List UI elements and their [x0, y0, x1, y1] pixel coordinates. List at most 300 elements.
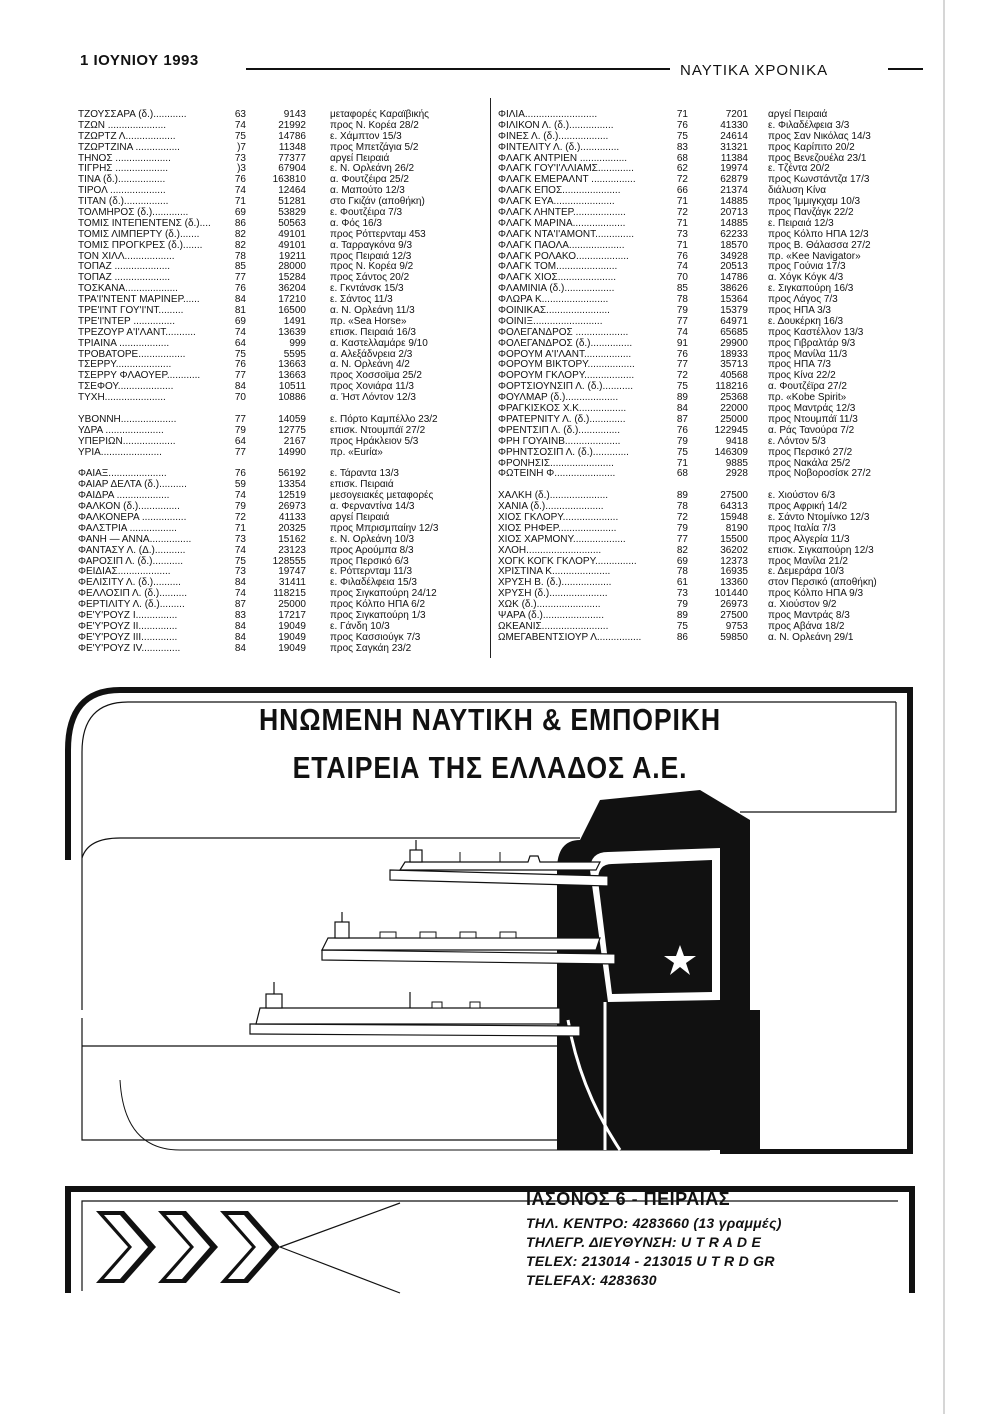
build-year: 71: [676, 239, 688, 251]
ship-name: ΤΡΑ'Ι'ΝΤΕΝΤ ΜΑΡΙΝΕΡ......: [78, 294, 200, 306]
header-rule: [246, 68, 670, 70]
ship-name: ΦΛΑΓΚ ΕΠΟΣ.....................: [498, 185, 621, 197]
ship-name: ΦΕΛΛΟΣΙΠ Λ. (δ.)..........: [78, 588, 188, 600]
ship-status: α. Ν. Ορλεάνη 11/3: [330, 305, 415, 317]
tonnage: 19974: [720, 163, 748, 175]
ship-status: πρ. «Sea Horse»: [330, 315, 407, 327]
build-year: 76: [234, 174, 246, 186]
ship-status: προς Σιγκαπούρη 1/3: [330, 609, 426, 621]
tonnage: 20513: [720, 261, 748, 273]
ship-name: ΧΛΟΗ...........................: [498, 544, 602, 556]
ship-status: προς Γιβραλτάρ 9/3: [768, 337, 856, 349]
tonnage: 20713: [720, 207, 748, 219]
tonnage: 146309: [714, 446, 748, 458]
tonnage: 14786: [278, 130, 306, 142]
ship-name: ΤΡΙΑΙΝΑ ..................: [78, 337, 170, 349]
ship-status: προς Ν. Κορέα 28/2: [330, 119, 419, 131]
ship-status: ε. Πόρτο Καμπέλλο 23/2: [330, 413, 438, 425]
build-year: 75: [234, 130, 246, 142]
ship-status: προς Περσικό 6/3: [330, 555, 409, 567]
tonnage: 53829: [278, 207, 306, 219]
tonnage: 35713: [720, 359, 748, 371]
build-year: 71: [676, 217, 688, 229]
ship-name: ΥΒΟΝΝΗ....................: [78, 413, 177, 425]
ship-name: ΦΑΛΚΟΝΕΡΑ ................: [78, 511, 187, 523]
ship-name: ΥΡΙΑ......................: [78, 446, 162, 458]
tonnage: 8190: [725, 522, 748, 534]
ship-row: [78, 546, 478, 557]
ship-status: προς Μανίλα 11/3: [768, 348, 848, 360]
build-year: 69: [234, 315, 246, 327]
ship-status: αργεί Πειραιά: [768, 109, 828, 120]
tonnage: 41330: [720, 119, 748, 131]
build-year: 84: [234, 620, 246, 632]
build-year: 72: [676, 174, 688, 186]
ship-status: α. Καστελλαμάρε 9/10: [330, 337, 428, 349]
tonnage: 64313: [720, 501, 748, 513]
ship-name: ΦΡΗΝΤΣΟΣΙΠ Λ. (δ.).............: [498, 446, 629, 458]
build-year: 79: [234, 424, 246, 436]
tonnage: 50563: [278, 217, 306, 229]
build-year: 85: [234, 261, 246, 273]
tonnage: 25368: [720, 392, 748, 404]
ship-status: προς Αβάνα 18/2: [768, 620, 845, 632]
build-year: 77: [676, 533, 688, 545]
tonnage: 13663: [278, 359, 306, 371]
tonnage: 65685: [720, 326, 748, 338]
ship-name: ΦΑΙΔΡΑ ...................: [78, 490, 170, 502]
ship-status: προς Σαν Νικόλας 14/3: [768, 130, 871, 142]
ship-status: διάλυση Κίνα: [768, 185, 826, 197]
ship-row: [498, 339, 918, 350]
build-year: 77: [676, 359, 688, 371]
ship-name: ΦΑΝΤΑΣΥ Λ. (Δ.)...........: [78, 544, 186, 556]
ship-status: προς ΗΠΑ 7/3: [768, 359, 831, 371]
ship-status: στο Γκιζάν (αποθήκη): [330, 196, 425, 208]
tonnage: 17217: [278, 609, 306, 621]
build-year: 89: [676, 392, 688, 404]
tonnage: 49101: [278, 228, 306, 240]
tonnage: 62233: [720, 228, 748, 240]
ship-status: α. Χόγκ Κόγκ 4/3: [768, 272, 844, 284]
tonnage: 21374: [720, 185, 748, 197]
ship-name: ΦΛΑΓΚ ΕΜΕΡΑΛΝΤ ................: [498, 174, 636, 186]
ship-status: προς ΗΠΑ 3/3: [768, 305, 831, 317]
build-year: 84: [234, 381, 246, 393]
ship-status: ε. Χιούστον 6/3: [768, 490, 836, 502]
build-year: 76: [234, 283, 246, 295]
build-year: 84: [234, 631, 246, 643]
tonnage: 26973: [278, 501, 306, 513]
build-year: 69: [234, 207, 246, 219]
ship-name: ΦΛΑΓΚ ΤΟΜ......................: [498, 261, 618, 273]
ship-row: [498, 633, 918, 644]
ship-status: προς Β. Θάλασσα 27/2: [768, 239, 871, 251]
tonnage: 19049: [278, 631, 306, 643]
build-year: 69: [676, 555, 688, 567]
ship-status: α. Φουτζέϊρα 27/2: [768, 381, 847, 393]
tonnage: 9885: [725, 457, 748, 469]
ship-status: προς Κασσιούγκ 7/3: [330, 631, 421, 643]
build-year: 72: [676, 511, 688, 523]
build-year: 91: [676, 337, 688, 349]
issue-date: 1 ΙΟΥΝΙΟΥ 1993: [80, 52, 199, 69]
build-year: 87: [234, 599, 246, 611]
build-year: 73: [676, 228, 688, 240]
ship-status: προς Νακάλα 25/2: [768, 457, 851, 469]
column-divider: [490, 98, 491, 658]
ship-name: ΦΛΑΓΚ ΝΤΑ'Ι'ΑΜΟΝΤ..............: [498, 228, 635, 240]
build-year: 70: [676, 272, 688, 284]
ship-status: προς Καρίπιτο 20/2: [768, 141, 855, 153]
ship-name: ΦΡΑΤΕΡΝΙΤΥ Λ. (δ.).............: [498, 413, 626, 425]
ship-status: α. Φουτζέιρα 25/2: [330, 174, 409, 186]
ship-status: προς Πανζάγκ 22/2: [768, 207, 854, 219]
phone-line: ΤΗΛ. ΚΕΝΤΡΟ: 4283660 (13 γραμμές): [526, 1215, 782, 1231]
ship-status: επισκ. Πειραιά: [330, 479, 394, 491]
build-year: 83: [676, 141, 688, 153]
ship-name: ΦΛΑΓΚ ΕΥΑ......................: [498, 196, 615, 208]
ship-name: ΦΟΙΝΙΚΑΣ.......................: [498, 305, 610, 317]
ship-status: προς Μανίλα 21/2: [768, 555, 848, 567]
ship-name: ΩΚΕΑΝΙΣ........................: [498, 620, 609, 632]
ship-status: α. Ταρραγκόνα 9/3: [330, 239, 413, 251]
ship-list-right: [498, 110, 918, 644]
build-year: 74: [234, 185, 246, 197]
tonnage: 16500: [278, 305, 306, 317]
ship-name: ΧΡΥΣΗ Β. (δ.)..................: [498, 577, 612, 589]
ship-name: ΦΑΙΑΡ ΔΕΛΤΑ (δ.)..........: [78, 479, 187, 491]
tonnage: 13360: [720, 577, 748, 589]
ship-status: προς Κόλπο ΗΠΑ 6/2: [330, 599, 426, 611]
build-year: 82: [234, 228, 246, 240]
ship-name: ΦΙΛΙΑ..........................: [498, 109, 598, 120]
tonnage: 27500: [720, 609, 748, 621]
build-year: 73: [234, 152, 246, 164]
ship-status: πρ. «Eurία»: [330, 446, 383, 458]
tonnage: 12519: [278, 490, 306, 502]
tonnage: 9418: [725, 435, 748, 447]
build-year: 74: [234, 588, 246, 600]
ship-name: ΤΗΝΟΣ ....................: [78, 152, 171, 164]
ship-status: προς Ιταλία 7/3: [768, 522, 836, 534]
tonnage: 101440: [714, 588, 748, 600]
build-year: )3: [237, 163, 246, 175]
build-year: 84: [234, 642, 246, 654]
build-year: 77: [234, 370, 246, 382]
build-year: 74: [234, 119, 246, 131]
ship-name: ΤΖΟΥΣΣΑΡΑ (δ.)............: [78, 109, 187, 120]
ship-status: α. Αλεξάδνρεια 2/3: [330, 348, 413, 360]
ship-status: προς Ν. Κορέα 9/2: [330, 261, 414, 273]
ship-status: προς Μαντράς 12/3: [768, 403, 856, 415]
ship-name: ΤΙΡΟΛ ....................: [78, 185, 166, 197]
ship-name: ΤΡΕΖΟΥΡ Α'Ι'ΛΑΝΤ...........: [78, 326, 196, 338]
build-year: 73: [234, 533, 246, 545]
build-year: 75: [234, 348, 246, 360]
build-year: 71: [676, 457, 688, 469]
ship-name: ΦΛΑΓΚ ΓΟΥ'Ι'ΛΛΙΑΜΣ.............: [498, 163, 634, 175]
ship-status: ε. Δουκέρκη 16/3: [768, 315, 844, 327]
tonnage: 12373: [720, 555, 748, 567]
ship-name: ΦΑΡΟΣΙΠ Λ. (δ.)...........: [78, 555, 184, 567]
telegraph-line: ΤΗΛΕΓΡ. ΔΙΕΥΘΥΝΣΗ: U T R A D E: [526, 1234, 762, 1250]
tonnage: 62879: [720, 174, 748, 186]
build-year: 78: [676, 501, 688, 513]
publication-title: ΝΑΥΤΙΚΑ ΧΡΟΝΙΚΑ: [680, 62, 829, 79]
ship-status: προς Ηράκλειον 5/3: [330, 435, 419, 447]
ship-name: ΦΙΝΕΣ Λ. (δ.)..................: [498, 130, 609, 142]
tonnage: 59850: [720, 631, 748, 643]
tonnage: 38626: [720, 283, 748, 295]
ship-status: προς Μπρισμπαίην 12/3: [330, 522, 439, 534]
build-year: 71: [234, 522, 246, 534]
tonnage: 64971: [720, 315, 748, 327]
ship-name: ΦΕ'Υ'ΡΟΥΖ ΙΙΙ.............: [78, 631, 178, 643]
ship-name: ΤΡΟΒΑΤΟΡΕ.................: [78, 348, 186, 360]
build-year: 77: [234, 413, 246, 425]
ship-name: ΤΟΝ ΧΙΛΛ..................: [78, 250, 175, 262]
tonnage: 40568: [720, 370, 748, 382]
tonnage: 77377: [278, 152, 306, 164]
ship-status: προς Σάντος 20/2: [330, 272, 410, 284]
build-year: 74: [676, 261, 688, 273]
tonnage: 15948: [720, 511, 748, 523]
ship-status: προς Ντουμπάϊ 11/3: [768, 413, 858, 425]
ship-status: ε. Φουτζέιρα 7/3: [330, 207, 403, 219]
company-name-line1: ΗΝΩΜΕΝΗ ΝΑΥΤΙΚΗ & ΕΜΠΟΡΙΚΗ: [259, 702, 721, 737]
build-year: 85: [676, 283, 688, 295]
contact-frame: [60, 1175, 920, 1305]
tonnage: 128555: [272, 555, 306, 567]
ship-name: ΤΖΩΝ .....................: [78, 119, 167, 131]
ship-name: ΤΙΝΑ (δ.).................: [78, 174, 166, 186]
company-name-line2: ΕΤΑΙΡΕΙΑ ΤΗΣ ΕΛΛΑΔΟΣ Α.Ε.: [292, 750, 688, 785]
build-year: 74: [234, 490, 246, 502]
build-year: 64: [234, 337, 246, 349]
tonnage: 9143: [283, 109, 306, 120]
ship-status: προς Χοσσοϊμα 25/2: [330, 370, 422, 382]
build-year: 83: [234, 609, 246, 621]
ship-status: ε. Ν. Ορλεάνη 10/3: [330, 533, 415, 545]
ship-name: ΧΑΝΙΑ (δ.).....................: [498, 501, 604, 513]
ship-name: ΦΟΥΛΜΑΡ (δ.)...................: [498, 392, 619, 404]
ship-name: ΦΟΛΕΓΑΝΔΡΟΣ (δ.)...............: [498, 337, 633, 349]
ship-status: επισκ. Σιγκαπούρη 12/3: [768, 544, 874, 556]
build-year: 73: [234, 566, 246, 578]
ship-status: ε. Τζέντα 20/2: [768, 163, 830, 175]
ship-status: μεταφορές Καραϊβικής: [330, 109, 429, 120]
ship-name: ΦΟΛΕΓΑΝΔΡΟΣ ...................: [498, 326, 629, 338]
tonnage: 34928: [720, 250, 748, 262]
tonnage: 14990: [278, 446, 306, 458]
ship-name: ΧΑΛΚΗ (δ.).....................: [498, 490, 609, 502]
ship-list-left: [78, 110, 478, 655]
ship-row: [498, 437, 918, 448]
build-year: 70: [234, 392, 246, 404]
tonnage: 51281: [278, 196, 306, 208]
ship-row: [78, 143, 478, 154]
tonnage: 18933: [720, 348, 748, 360]
ship-name: ΦΛΑΓΚ ΧΙΟΣ.....................: [498, 272, 617, 284]
contact-box: [60, 1175, 920, 1305]
tonnage: 14059: [278, 413, 306, 425]
ship-name: ΦΕ'Υ'ΡΟΥΖ Ι...............: [78, 609, 178, 621]
ship-name: ΧΩΚ (δ.).......................: [498, 599, 601, 611]
ship-status: ε. Λόντον 5/3: [768, 435, 826, 447]
build-year: 76: [234, 468, 246, 480]
ship-status: προς Σαγκάη 23/2: [330, 642, 412, 654]
tonnage: 49101: [278, 239, 306, 251]
ship-name: ΦΟΡΤΣΙΟΥΝΣΙΠ Λ. (δ.)...........: [498, 381, 634, 393]
company-address: ΙΑΣΟΝΟΣ 6 - ΠΕΙΡΑΙΑΣ: [526, 1189, 731, 1209]
ship-name: ΦΩΤΕΙΝΗ Φ......................: [498, 468, 616, 480]
ship-name: ΤΙΓΡΗΣ ...................: [78, 163, 169, 175]
ship-row: [498, 241, 918, 252]
ship-status: ε. Σάντο Ντομίνκο 12/3: [768, 511, 870, 523]
ship-row: [498, 469, 918, 480]
build-year: 62: [676, 163, 688, 175]
ship-name: ΤΟΜΙΣ ΛΙΜΠΕΡΤΥ (δ.).......: [78, 228, 200, 240]
tonnage: 25000: [720, 413, 748, 425]
tonnage: 27500: [720, 490, 748, 502]
ship-status: ε. Πειραιά 12/3: [768, 217, 834, 229]
tonnage: 36202: [720, 544, 748, 556]
build-year: 84: [234, 294, 246, 306]
ship-status: προς Κόλπο ΗΠΑ 12/3: [768, 228, 869, 240]
build-year: 77: [676, 315, 688, 327]
ship-status: προς Πειραιά 12/3: [330, 250, 412, 262]
ship-name: ΦΙΛΙΚΟΝ Λ. (δ.)................: [498, 119, 614, 131]
ship-row: [498, 546, 918, 557]
ship-name: ΦΛΑΓΚ ΛΗΝΤΕΡ...................: [498, 207, 626, 219]
tonnage: 5595: [283, 348, 306, 360]
telex-line: TELEX: 213014 - 213015 U T R D GR: [526, 1253, 775, 1269]
company-advertisement: [60, 680, 920, 1154]
ship-name: ΧΙΟΣ ΧΑΡΜΟΝΥ...................: [498, 533, 626, 545]
ship-name: ΥΠΕΡΙΩΝ...................: [78, 435, 176, 447]
ship-status: προς Λάγος 7/3: [768, 294, 838, 306]
tonnage: 15364: [720, 294, 748, 306]
ship-name: ΤΟΜΙΣ ΠΡΟΓΚΡΕΣ (δ.).......: [78, 239, 203, 251]
build-year: 78: [676, 566, 688, 578]
build-year: 72: [676, 207, 688, 219]
tonnage: 15379: [720, 305, 748, 317]
tonnage: 2928: [725, 468, 748, 480]
ship-name: ΦΑΙΑΞ.....................: [78, 468, 167, 480]
ship-name: ΤΖΩΡΤΖ Λ..................: [78, 130, 176, 142]
tonnage: 13663: [278, 370, 306, 382]
build-year: 76: [676, 424, 688, 436]
ship-name: ΦΕΙΔΙΑΣ...................: [78, 566, 171, 578]
ship-name: ΤΣΕΡΡΥ ΦΛΑΟΥΕΡ............: [78, 370, 201, 382]
tonnage: 122945: [714, 424, 748, 436]
ship-status: προς Αλγερία 11/3: [768, 533, 850, 545]
build-year: 74: [234, 544, 246, 556]
tonnage: 26973: [720, 599, 748, 611]
ship-name: ΦΟΡΟΥΜ Α'Ι'ΛΑΝΤ.................: [498, 348, 632, 360]
ship-name: ΦΛΑΓΚ ΡΟΛΑΚΟ...................: [498, 250, 629, 262]
ship-name: ΦΕΡΤΙΛΙΤΥ Λ. (δ.).........: [78, 599, 185, 611]
build-year: 68: [676, 468, 688, 480]
build-year: )7: [237, 141, 246, 153]
build-year: 77: [234, 446, 246, 458]
ship-status: ε. Τάραντα 13/3: [330, 468, 399, 480]
ship-status: προς Αφρική 14/2: [768, 501, 848, 513]
build-year: 75: [676, 381, 688, 393]
tonnage: 15162: [278, 533, 306, 545]
build-year: 89: [676, 609, 688, 621]
ship-name: ΦΑΛΣΤΡΙΑ .................: [78, 522, 177, 534]
ship-status: ε. Φιλαδέλφεια 15/3: [330, 577, 417, 589]
ship-row: [78, 535, 478, 546]
ship-row: [498, 535, 918, 546]
ship-status: προς Κόλπο ΗΠΑ 9/3: [768, 588, 864, 600]
ship-name: ΤΟΠΑΖ ....................: [78, 261, 171, 273]
ship-name: ΧΙΟΣ ΓΚΛΟΡΥ....................: [498, 511, 619, 523]
tonnage: 118215: [273, 588, 306, 600]
ship-name: ΧΡΙΣΤΙΝΑ Κ.....................: [498, 566, 611, 578]
ship-name: ΦΟΡΟΥΜ ΓΚΛΟΡΥ..................: [498, 370, 635, 382]
tonnage: 56192: [278, 468, 306, 480]
ship-name: ΦΛΑΓΚ ΑΝΤΡΙΕΝ .................: [498, 152, 628, 164]
ship-name: ΦΑΛΚΟΝ (δ.)...............: [78, 501, 180, 513]
ship-status: μεσογειακές μεταφορές: [330, 490, 434, 502]
ship-status: προς Γούνια 17/3: [768, 261, 846, 273]
ship-status: α. Ν. Ορλεάνη 29/1: [768, 631, 854, 643]
ship-name: ΤΙΤΑΝ (δ.)................: [78, 196, 169, 208]
ship-status: α. Φερναντίνα 14/3: [330, 501, 415, 513]
build-year: 71: [676, 196, 688, 208]
build-year: 76: [676, 119, 688, 131]
ship-name: ΤΣΕΡΡΥ....................: [78, 359, 172, 371]
ship-status: προς Ρόττερνταμ 453: [330, 228, 426, 240]
tonnage: 1491: [283, 315, 306, 327]
ship-status: ε. Δεμεράρα 10/3: [768, 566, 845, 578]
tonnage: 19211: [278, 250, 306, 262]
page-edge: [943, 0, 945, 1414]
build-year: 72: [676, 370, 688, 382]
tonnage: 14885: [720, 196, 748, 208]
build-year: 82: [676, 544, 688, 556]
ship-status: ε. Γκντάνσκ 15/3: [330, 283, 404, 295]
build-year: 78: [234, 250, 246, 262]
ship-row: [78, 241, 478, 252]
ship-status: προς Περσικό 27/2: [768, 446, 853, 458]
ship-row: [78, 633, 478, 644]
build-year: 76: [676, 348, 688, 360]
ship-name: ΤΡΕ'Ι'ΝΤΕΡ ...............: [78, 315, 175, 327]
ship-name: ΧΟΓΚ ΚΟΓΚ ΓΚΛΟΡΥ...............: [498, 555, 637, 567]
ship-name: ΤΟΣΚΑΝΑ...................: [78, 283, 178, 295]
ship-status: α. Χιούστον 9/2: [768, 599, 837, 611]
tonnage: 16935: [720, 566, 748, 578]
telefax-line: TELEFAX: 4283630: [526, 1272, 657, 1288]
build-year: 84: [676, 403, 688, 415]
tonnage: 29900: [720, 337, 748, 349]
build-year: 77: [234, 272, 246, 284]
tonnage: 28000: [278, 261, 306, 273]
tonnage: 15284: [278, 272, 306, 284]
ship-status: προς Αρούμπα 8/3: [330, 544, 414, 556]
tonnage: 118216: [715, 381, 748, 393]
ship-name: ΦΡΗ ΓΟΥΑΙΝΒ....................: [498, 435, 621, 447]
ship-name: ΤΟΛΜΗΡΟΣ (δ.).............: [78, 207, 189, 219]
ship-name: ΦΛΩΡΑ Κ........................: [498, 294, 609, 306]
build-year: 79: [676, 599, 688, 611]
build-year: 74: [676, 326, 688, 338]
build-year: 74: [234, 326, 246, 338]
